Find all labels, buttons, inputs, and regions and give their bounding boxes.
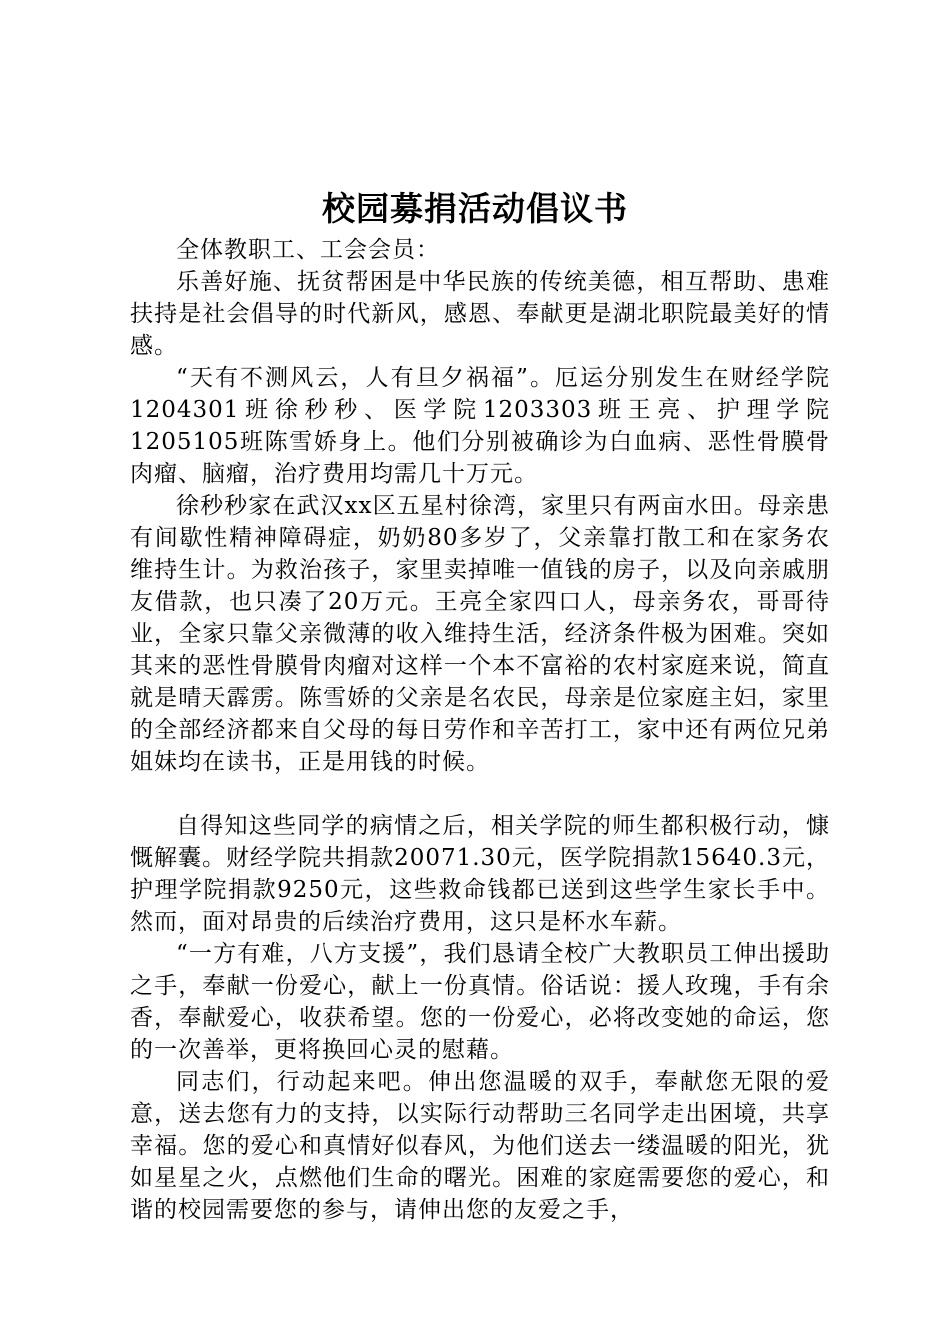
paragraph-6: 同志们，行动起来吧。伸出您温暖的双手，奉献您无限的爱意，送去您有力的支持，以实际行动帮助三名同学走出困境，共享幸福。您的爱心和真情好似春风，为他们送去一缕温暖的阳光，犹如星星之火，点燃他们生命的曙光。困难的家庭需要您的爱心，和谐的校园需要您的参与，请伸出您的友爱之手， xyxy=(130,1069,830,1223)
document-body xyxy=(130,234,830,1226)
paragraph-4: 自得知这些同学的病情之后，相关学院的师生都积极行动，慷慨解囊。财经学院共捐款20071.30元，医学院捐款15640.3元，护理学院捐款9250元，这些救命钱都已送到这些学生家长手中。然而，面对昂贵的后续治疗费用，这只是杯水车薪。 xyxy=(130,813,830,935)
document-title: 校园募捐活动倡议书 xyxy=(322,189,628,228)
paragraph-2: “天有不测风云，人有旦夕祸福”。厄运分别发生在财经学院1204301班徐秒秒、医学院1203303班王亮、护理学院1205105班陈雪娇身上。他们分别被确诊为白血病、恶性骨膜骨肉瘤、脑瘤，治疗费用均需几十万元。 xyxy=(130,365,830,487)
salutation: 全体教职工、工会会员： xyxy=(176,237,440,263)
paragraph-1: 乐善好施、抚贫帮困是中华民族的传统美德，相互帮助、患难扶持是社会倡导的时代新风，感恩、奉献更是湖北职院最美好的情感。 xyxy=(130,269,830,359)
paragraph-5: “一方有难，八方支援”，我们恳请全校广大教职员工伸出援助之手，奉献一份爱心，献上一份真情。俗话说：援人玫瑰，手有余香，奉献爱心，收获希望。您的一份爱心，必将改变她的命运，您的一次善举，更将换回心灵的慰藉。 xyxy=(130,941,830,1063)
paragraph-3: 徐秒秒家在武汉xx区五星村徐湾，家里只有两亩水田。母亲患有间歇性精神障碍症，奶奶80多岁了，父亲靠打散工和在家务农维持生计。为救治孩子，家里卖掉唯一值钱的房子，以及向亲戚朋友借款，也只凑了20万元。王亮全家四口人，母亲务农，哥哥待业，全家只靠父亲微薄的收入维持生活，经济条件极为困难。突如其来的恶性骨膜骨肉瘤对这样一个本不富裕的农村家庭来说，简直就是晴天霹雳。陈雪娇的父亲是名农民，母亲是位家庭主妇，家里的全部经济都来自父母的每日劳作和辛苦打工，家中还有两位兄弟姐妹均在读书，正是用钱的时候。 xyxy=(130,493,830,775)
